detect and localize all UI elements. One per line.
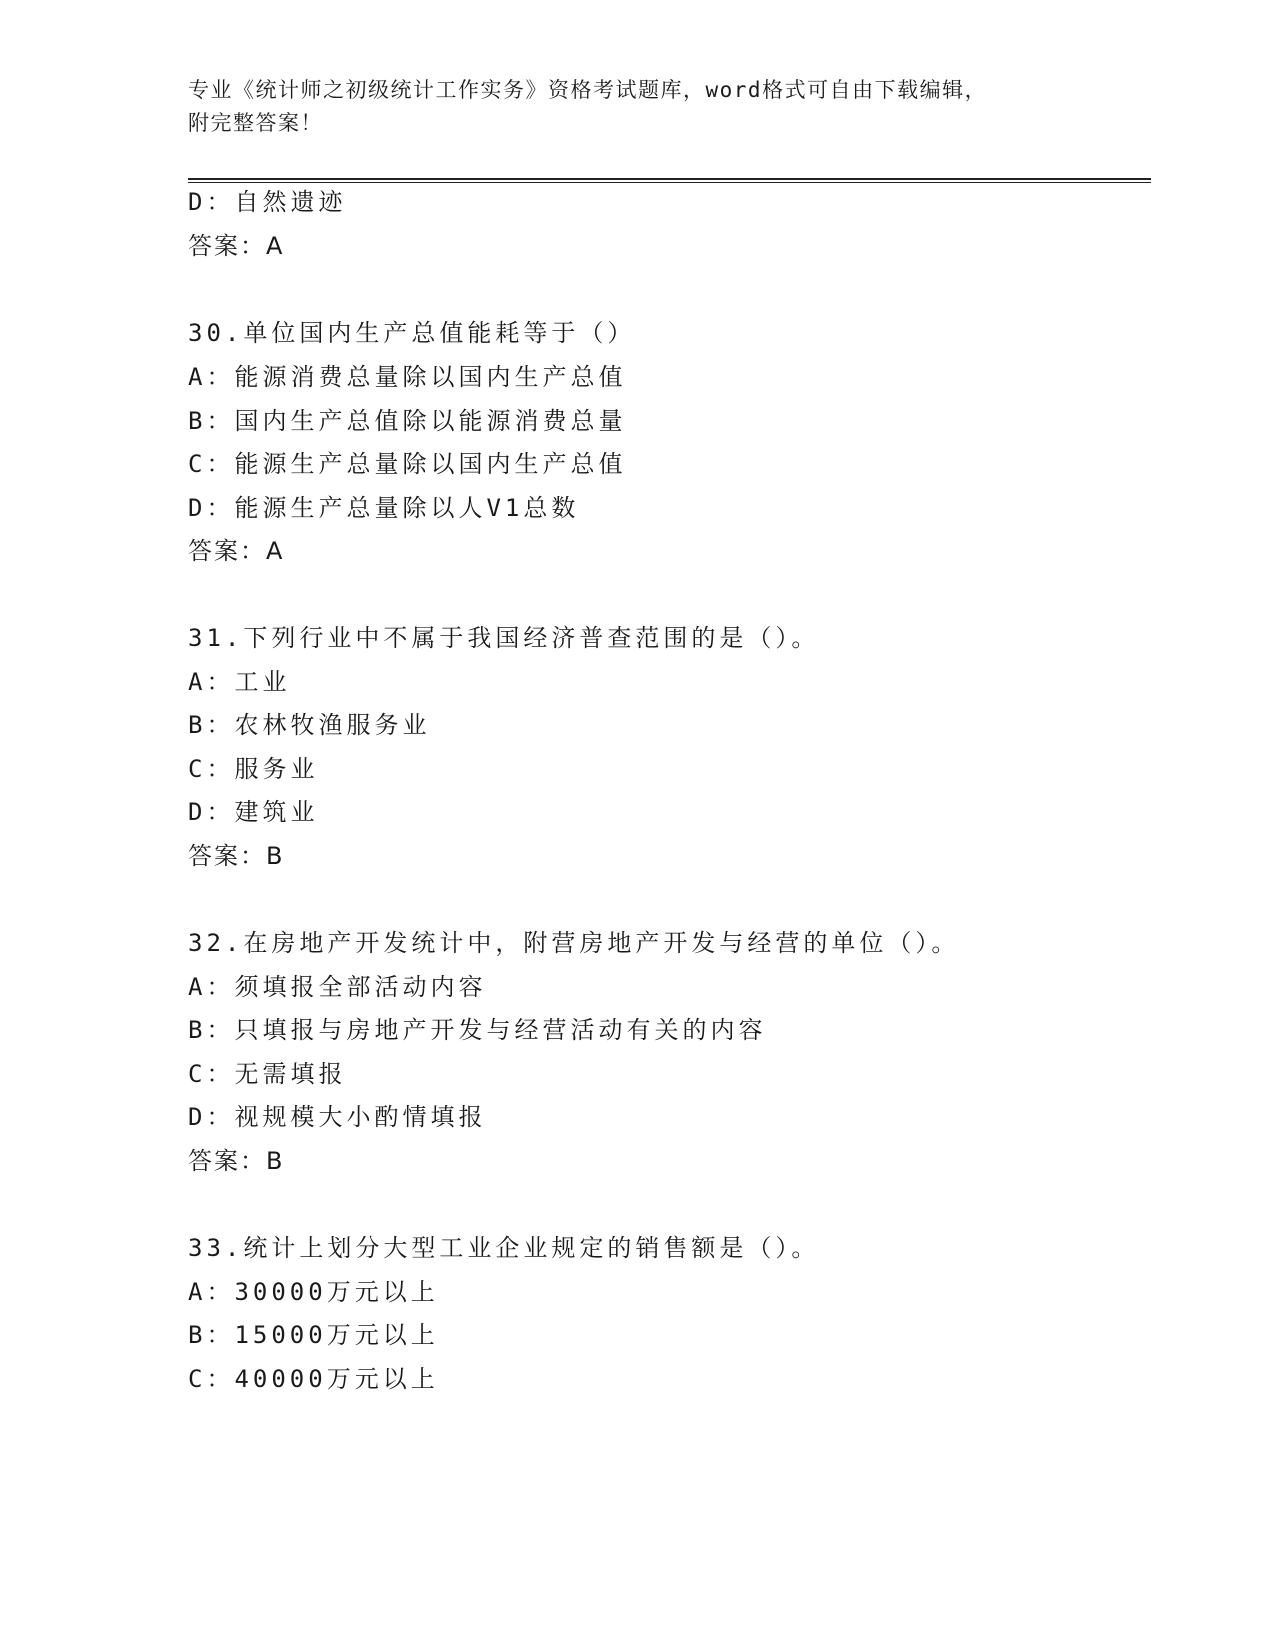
q31-answer: 答案：B bbox=[188, 842, 285, 870]
document-header bbox=[188, 74, 1088, 140]
q30-option-d: D：能源生产总量除以人V1总数 bbox=[188, 494, 580, 522]
q33-option-a: A：30000万元以上 bbox=[188, 1278, 439, 1306]
q30-option-c: C：能源生产总量除以国内生产总值 bbox=[188, 450, 627, 478]
q33-question: 33.统计上划分大型工业企业规定的销售额是（）。 bbox=[188, 1234, 820, 1262]
header-line-1: 专业《统计师之初级统计工作实务》资格考试题库，word格式可自由下载编辑， bbox=[188, 78, 988, 102]
q31-option-c: C：服务业 bbox=[188, 755, 319, 783]
q33-option-c: C：40000万元以上 bbox=[188, 1365, 439, 1393]
q32-option-b: B：只填报与房地产开发与经营活动有关的内容 bbox=[188, 1016, 767, 1044]
q31-option-d: D：建筑业 bbox=[188, 798, 319, 826]
q33-option-b: B：15000万元以上 bbox=[188, 1321, 439, 1349]
q32-option-a: A：须填报全部活动内容 bbox=[188, 973, 487, 1001]
q30-answer: 答案：A bbox=[188, 537, 285, 565]
q32-answer: 答案：B bbox=[188, 1147, 285, 1175]
header-line-2: 附完整答案！ bbox=[188, 111, 323, 135]
prev-option-d: D：自然遗迹 bbox=[188, 188, 347, 216]
q31-question: 31.下列行业中不属于我国经济普查范围的是（）。 bbox=[188, 624, 820, 652]
q30-option-b: B：国内生产总值除以能源消费总量 bbox=[188, 407, 627, 435]
q31-option-b: B：农林牧渔服务业 bbox=[188, 711, 431, 739]
prev-answer: 答案：A bbox=[188, 232, 285, 260]
q32-question: 32.在房地产开发统计中，附营房地产开发与经营的单位（）。 bbox=[188, 929, 960, 957]
header-divider-thick bbox=[188, 178, 1151, 180]
header-divider-thin bbox=[188, 182, 1151, 183]
q31-option-a: A：工业 bbox=[188, 668, 291, 696]
q30-option-a: A：能源消费总量除以国内生产总值 bbox=[188, 363, 627, 391]
q30-question: 30.单位国内生产总值能耗等于（） bbox=[188, 319, 636, 347]
q32-option-d: D：视规模大小酌情填报 bbox=[188, 1103, 487, 1131]
q32-option-c: C：无需填报 bbox=[188, 1060, 347, 1088]
